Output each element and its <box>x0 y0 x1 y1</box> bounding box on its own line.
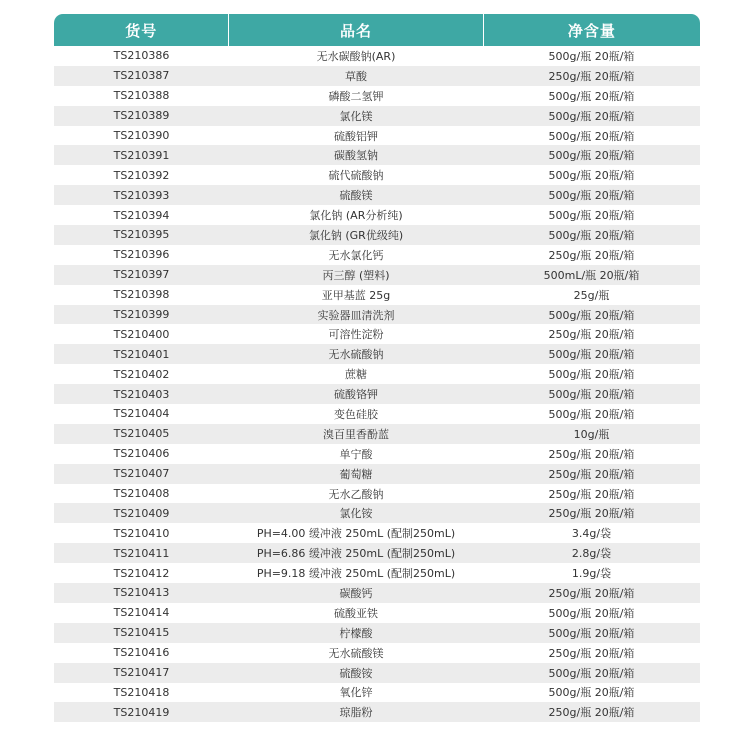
product-spec: 500g/瓶 20瓶/箱 <box>548 169 635 183</box>
product-name: 无水碳酸钠(AR) <box>316 49 396 63</box>
table-row <box>54 285 700 305</box>
product-spec: 500g/瓶 20瓶/箱 <box>548 308 635 322</box>
product-name: 硫酸镁 <box>339 189 373 203</box>
product-code: TS210403 <box>113 387 170 401</box>
product-name: 柠檬酸 <box>339 626 373 640</box>
product-code: TS210409 <box>113 506 170 520</box>
table-row <box>54 683 700 703</box>
table-row <box>54 444 700 464</box>
product-code: TS210406 <box>113 447 170 461</box>
product-code: TS210388 <box>113 89 170 103</box>
product-spec: 250g/瓶 20瓶/箱 <box>548 328 635 342</box>
product-spec: 250g/瓶 20瓶/箱 <box>548 487 635 501</box>
product-spec: 500g/瓶 20瓶/箱 <box>548 606 635 620</box>
product-code: TS210398 <box>113 288 170 302</box>
table-row <box>54 464 700 484</box>
product-name: 氯化钠 (GR优级纯) <box>308 228 404 242</box>
header-spec: 净含量 <box>483 14 700 46</box>
product-spec: 500g/瓶 20瓶/箱 <box>548 686 635 700</box>
product-name: 变色硅胶 <box>334 407 378 421</box>
product-name: 硫酸亚铁 <box>334 606 378 620</box>
product-code: TS210395 <box>113 228 170 242</box>
table-row <box>54 324 700 344</box>
product-spec: 1.9g/袋 <box>571 567 612 581</box>
product-code: TS210390 <box>113 129 170 142</box>
table-row <box>54 364 700 384</box>
table-row <box>54 523 700 543</box>
product-spec: 500g/瓶 20瓶/箱 <box>548 149 635 163</box>
product-spec: 500g/瓶 20瓶/箱 <box>548 89 635 103</box>
table-row <box>54 165 700 185</box>
product-spec: 10g/瓶 <box>573 427 610 441</box>
table-row <box>54 563 700 583</box>
product-code: TS210412 <box>113 566 170 580</box>
product-name: 蔗糖 <box>345 368 367 382</box>
product-code: TS210418 <box>113 685 170 699</box>
table-row <box>54 344 700 364</box>
product-name: 丙三醇 (塑料) <box>322 268 390 282</box>
table-row <box>54 583 700 603</box>
product-spec: 500g/瓶 20瓶/箱 <box>548 49 635 63</box>
product-name: 草酸 <box>345 69 367 83</box>
product-code: TS210410 <box>113 526 170 540</box>
product-code: TS210408 <box>113 487 170 501</box>
table-row <box>54 225 700 245</box>
table-row <box>54 543 700 563</box>
table-body <box>54 46 700 722</box>
table-row <box>54 66 700 86</box>
table-row <box>54 384 700 404</box>
product-name: 溴百里香酚蓝 <box>323 427 389 441</box>
product-name: 无水硫酸钠 <box>328 348 384 362</box>
product-spec: 250g/瓶 20瓶/箱 <box>548 447 635 461</box>
table-row <box>54 245 700 265</box>
product-code: TS210392 <box>113 168 170 182</box>
product-spec: 25g/瓶 <box>573 288 610 302</box>
product-spec: 500mL/瓶 20瓶/箱 <box>543 268 640 282</box>
product-code: TS210393 <box>113 188 170 202</box>
product-name: 硫酸铬钾 <box>334 388 378 402</box>
product-spec: 250g/瓶 20瓶/箱 <box>548 507 635 521</box>
product-spec: 500g/瓶 20瓶/箱 <box>548 348 635 362</box>
product-code: TS210402 <box>113 367 170 381</box>
table-row <box>54 702 700 722</box>
product-name: 单宁酸 <box>339 447 373 461</box>
product-code: TS210407 <box>113 467 170 481</box>
product-spec: 2.8g/袋 <box>571 547 612 561</box>
product-code: TS210405 <box>113 427 170 441</box>
table-row <box>54 643 700 663</box>
product-name: 无水硫酸镁 <box>328 646 384 660</box>
product-name: PH=9.18 缓冲液 250mL (配制250mL) <box>256 567 456 581</box>
product-spec: 500g/瓶 20瓶/箱 <box>548 407 635 421</box>
product-spec: 250g/瓶 20瓶/箱 <box>548 69 635 83</box>
product-name: PH=6.86 缓冲液 250mL (配制250mL) <box>256 547 456 561</box>
product-code: TS210411 <box>113 546 170 560</box>
product-code: TS210399 <box>113 308 170 322</box>
product-name: 硫酸铝钾 <box>334 129 378 143</box>
header-code: 货号 <box>125 21 158 40</box>
product-name: 可溶性淀粉 <box>328 328 384 342</box>
product-code: TS210413 <box>113 586 170 600</box>
product-code: TS210401 <box>113 347 170 361</box>
table-row <box>54 603 700 623</box>
product-code: TS210394 <box>113 208 170 222</box>
product-spec: 500g/瓶 20瓶/箱 <box>548 626 635 640</box>
product-code: TS210417 <box>113 666 170 680</box>
table-row <box>54 305 700 325</box>
table-row <box>54 106 700 126</box>
product-code: TS210416 <box>113 646 170 660</box>
table-row <box>54 126 700 146</box>
product-spec: 500g/瓶 20瓶/箱 <box>548 189 635 203</box>
product-code: TS210414 <box>113 606 170 620</box>
product-spec: 250g/瓶 20瓶/箱 <box>548 467 635 481</box>
product-spec: 3.4g/袋 <box>571 527 612 541</box>
product-name: 碳酸钙 <box>339 586 373 600</box>
table-row <box>54 663 700 683</box>
table-row <box>54 503 700 523</box>
table-header <box>54 14 700 46</box>
table-row <box>54 205 700 225</box>
product-table <box>54 14 700 722</box>
table-row <box>54 185 700 205</box>
product-name: 实验器皿清洗剂 <box>317 308 395 322</box>
product-spec: 250g/瓶 20瓶/箱 <box>548 248 635 262</box>
product-name: 琼脂粉 <box>339 706 373 720</box>
product-spec: 250g/瓶 20瓶/箱 <box>548 586 635 600</box>
product-code: TS210387 <box>113 69 170 83</box>
product-code: TS210391 <box>113 148 170 162</box>
product-code: TS210396 <box>113 248 170 262</box>
product-name: 氯化钠 (AR分析纯) <box>309 209 403 223</box>
product-spec: 250g/瓶 20瓶/箱 <box>548 706 635 720</box>
product-name: 无水乙酸钠 <box>328 487 384 501</box>
product-spec: 500g/瓶 20瓶/箱 <box>548 209 635 223</box>
product-name: 亚甲基蓝 25g <box>321 288 391 302</box>
product-spec: 500g/瓶 20瓶/箱 <box>548 368 635 382</box>
product-spec: 500g/瓶 20瓶/箱 <box>548 388 635 402</box>
product-spec: 500g/瓶 20瓶/箱 <box>548 109 635 123</box>
table-row <box>54 265 700 285</box>
product-spec: 500g/瓶 20瓶/箱 <box>548 228 635 242</box>
table-row <box>54 484 700 504</box>
product-code: TS210400 <box>113 327 170 341</box>
product-name: 氯化镁 <box>339 109 373 123</box>
product-code: TS210419 <box>113 705 170 719</box>
product-name: 氧化锌 <box>339 686 373 700</box>
product-name: 葡萄糖 <box>339 467 373 481</box>
table-row <box>54 86 700 106</box>
table-row <box>54 424 700 444</box>
header-name: 品名 <box>228 14 482 46</box>
table-row <box>54 145 700 165</box>
table-row <box>54 404 700 424</box>
product-spec: 250g/瓶 20瓶/箱 <box>548 646 635 660</box>
product-name: PH=4.00 缓冲液 250mL (配制250mL) <box>256 527 456 541</box>
product-name: 氯化铵 <box>339 507 373 521</box>
table-row <box>54 46 700 66</box>
product-code: TS210415 <box>113 626 170 640</box>
table-row <box>54 623 700 643</box>
product-name: 无水氯化钙 <box>328 248 384 262</box>
product-name: 磷酸二氢钾 <box>328 89 384 103</box>
product-code: TS210386 <box>113 49 170 63</box>
product-spec: 500g/瓶 20瓶/箱 <box>548 129 635 143</box>
product-code: TS210389 <box>113 109 170 123</box>
product-code: TS210404 <box>113 407 170 421</box>
product-name: 碳酸氢钠 <box>334 149 378 163</box>
product-spec: 500g/瓶 20瓶/箱 <box>548 666 635 680</box>
product-name: 硫代硫酸钠 <box>328 169 384 183</box>
product-name: 硫酸铵 <box>339 666 373 680</box>
product-code: TS210397 <box>113 268 170 282</box>
